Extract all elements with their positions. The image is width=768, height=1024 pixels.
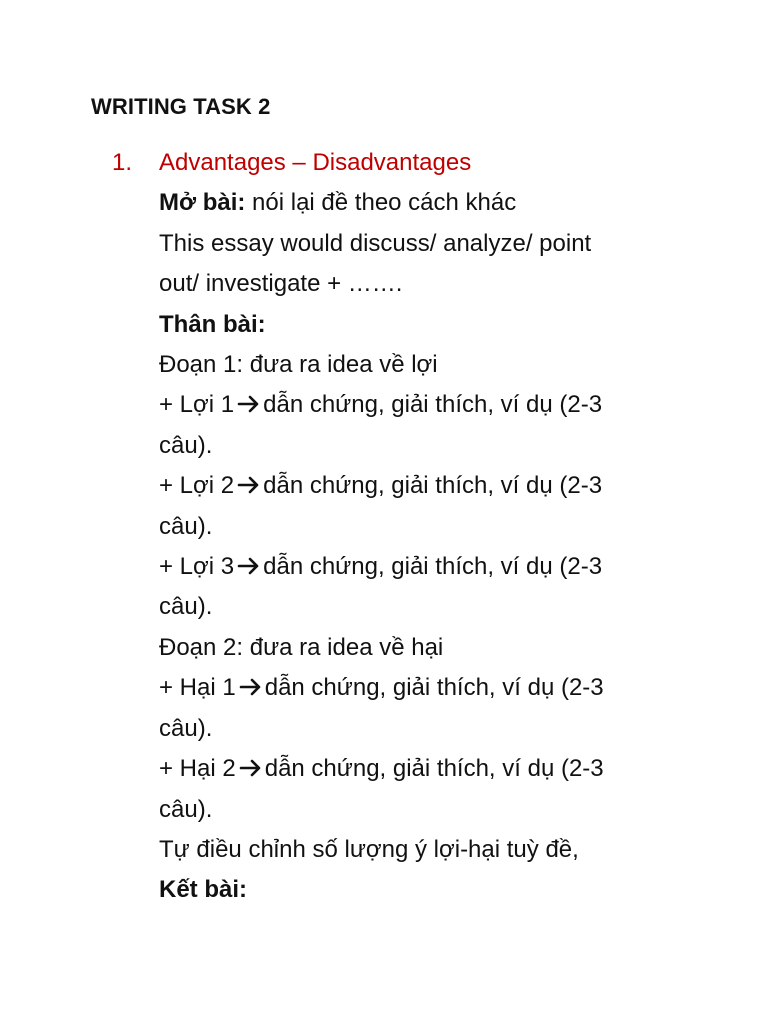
disadvantage-point [159, 749, 659, 789]
advantage-label: + Lợi 3 [159, 553, 235, 581]
disadvantage-cont: câu). [159, 795, 213, 823]
essay-line-2: out/ investigate + ……. [159, 270, 403, 298]
advantage-detail: dẫn chứng, giải thích, ví dụ (2-3 [263, 391, 603, 419]
disadvantage-label: + Hại 2 [159, 755, 236, 783]
advantage-point [159, 466, 659, 506]
advantage-cont: câu). [159, 431, 213, 459]
numbered-list [112, 143, 672, 911]
disadvantage-cont: câu). [159, 714, 213, 742]
advantage-detail: dẫn chứng, giải thích, ví dụ (2-3 [263, 472, 603, 500]
essay-line-1: This essay would discuss/ analyze/ point [159, 229, 592, 257]
advantage-label: + Lợi 2 [159, 472, 235, 500]
advantage-point [159, 385, 659, 425]
body-label: Thân bài: [159, 310, 266, 338]
list-item-body [159, 143, 659, 911]
disadvantage-detail: dẫn chứng, giải thích, ví dụ (2-3 [264, 674, 604, 702]
list-number: 1. [112, 149, 133, 176]
disadvantage-label: + Hại 1 [159, 674, 236, 702]
arrow-right-icon [239, 677, 263, 697]
document-title: WRITING TASK 2 [91, 94, 271, 119]
intro-text: nói lại đề theo cách khác [245, 189, 517, 217]
disadvantage-point [159, 668, 659, 708]
arrow-right-icon [237, 394, 261, 414]
adjustment-note: Tự điều chỉnh số lượng ý lợi-hại tuỳ đề, [159, 835, 579, 863]
paragraph-2-line: Đoạn 2: đưa ra idea về hại [159, 633, 444, 661]
intro-label: Mở bài: [159, 189, 246, 217]
disadvantage-detail: dẫn chứng, giải thích, ví dụ (2-3 [264, 755, 604, 783]
paragraph-1-line: Đoạn 1: đưa ra idea về lợi [159, 351, 438, 379]
intro-line [159, 183, 659, 223]
advantage-cont: câu). [159, 512, 213, 540]
arrow-right-icon [237, 556, 261, 576]
advantage-point [159, 547, 659, 587]
advantage-label: + Lợi 1 [159, 391, 235, 419]
arrow-right-icon [237, 475, 261, 495]
arrow-right-icon [239, 758, 263, 778]
advantage-detail: dẫn chứng, giải thích, ví dụ (2-3 [263, 553, 603, 581]
conclusion-label: Kết bài: [159, 876, 248, 904]
advantage-cont: câu). [159, 593, 213, 621]
section-heading: Advantages – Disadvantages [159, 149, 472, 176]
